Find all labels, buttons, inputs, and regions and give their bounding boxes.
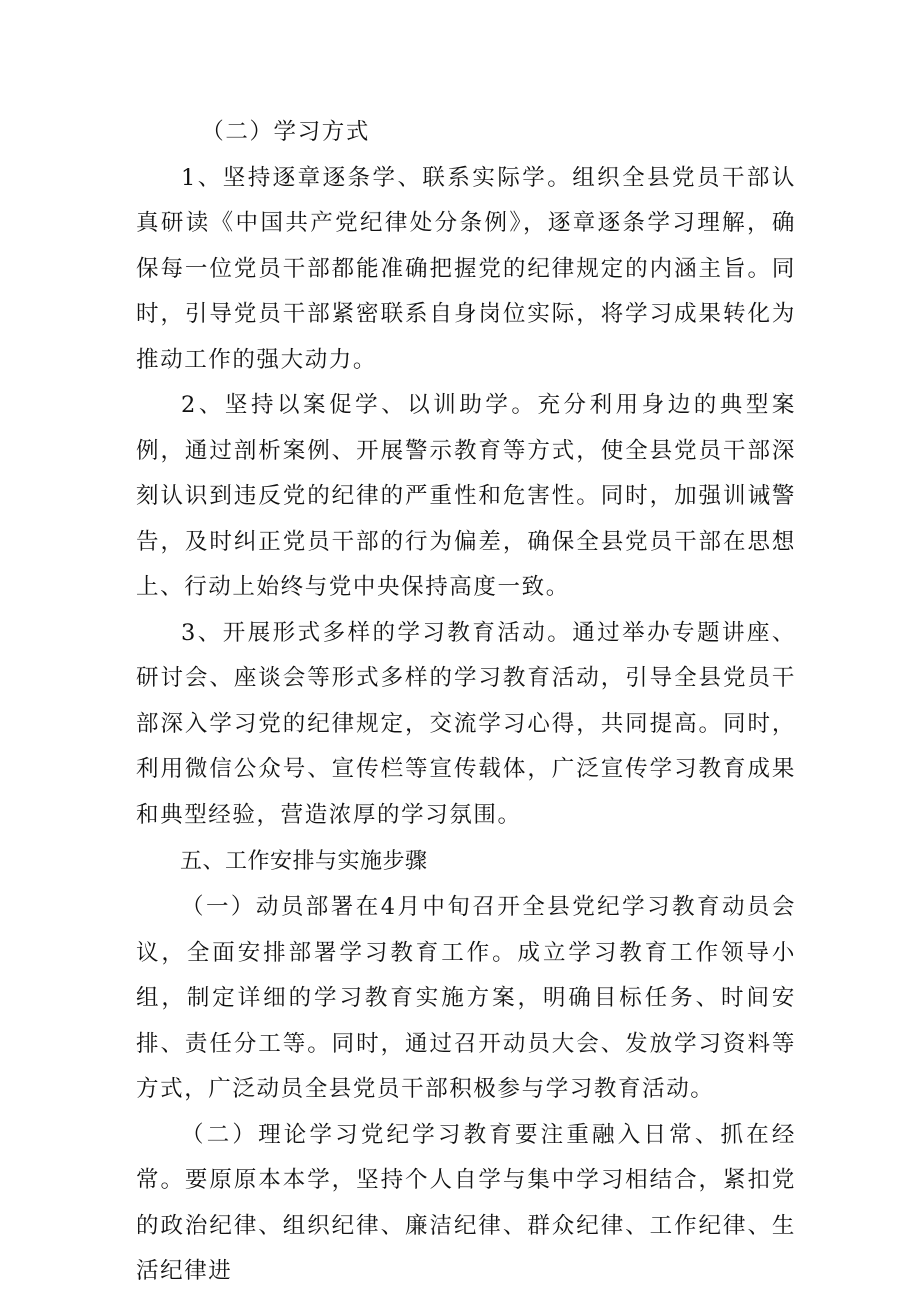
paragraph-3: 3、开展形式多样的学习教育活动。通过举办专题讲座、研讨会、座谈会等形式多样的学习教育活动，引导全县党员干部深入学习党的纪律规定，交流学习心得，共同提高。同时，利用微信公众号、宣传栏等宣传载体，广泛宣传学习教育成果和典型经验，营造浓厚的学习氛围。 [136, 619, 796, 828]
document-body [136, 110, 796, 1295]
paragraph-1: 1、坚持逐章逐条学、联系实际学。组织全县党员干部认真研读《中国共产党纪律处分条例》，逐章逐条学习理解，确保每一位党员干部都能准确把握党的纪律规定的内涵主旨。同时，引导党员干部紧密联系自身岗位实际，将学习成果转化为推动工作的强大动力。 [136, 164, 796, 373]
section-heading: 五、工作安排与实施步骤 [180, 849, 428, 874]
paragraph-5: （二）理论学习党纪学习教育要注重融入日常、抓在经常。要原原本本学，坚持个人自学与集中学习相结合，紧扣党的政治纪律、组织纪律、廉洁纪律、群众纪律、工作纪律、生活纪律进 [136, 1121, 796, 1284]
paragraph-2: 2、坚持以案促学、以训助学。充分利用身边的典型案例，通过剖析案例、开展警示教育等方式，使全县党员干部深刻认识到违反党的纪律的严重性和危害性。同时，加强训诫警告，及时纠正党员干部的行为偏差，确保全县党员干部在思想上、行动上始终与党中央保持高度一致。 [136, 392, 796, 600]
subheading-study-method: （二）学习方式 [201, 119, 370, 145]
paragraph-4: （一）动员部署在4月中旬召开全县党纪学习教育动员会议，全面安排部署学习教育工作。成立学习教育工作领导小组，制定详细的学习教育实施方案，明确目标任务、时间安排、责任分工等。同时，通过召开动员大会、发放学习资料等方式，广泛动员全县党员干部积极参与学习教育活动。 [136, 894, 796, 1102]
